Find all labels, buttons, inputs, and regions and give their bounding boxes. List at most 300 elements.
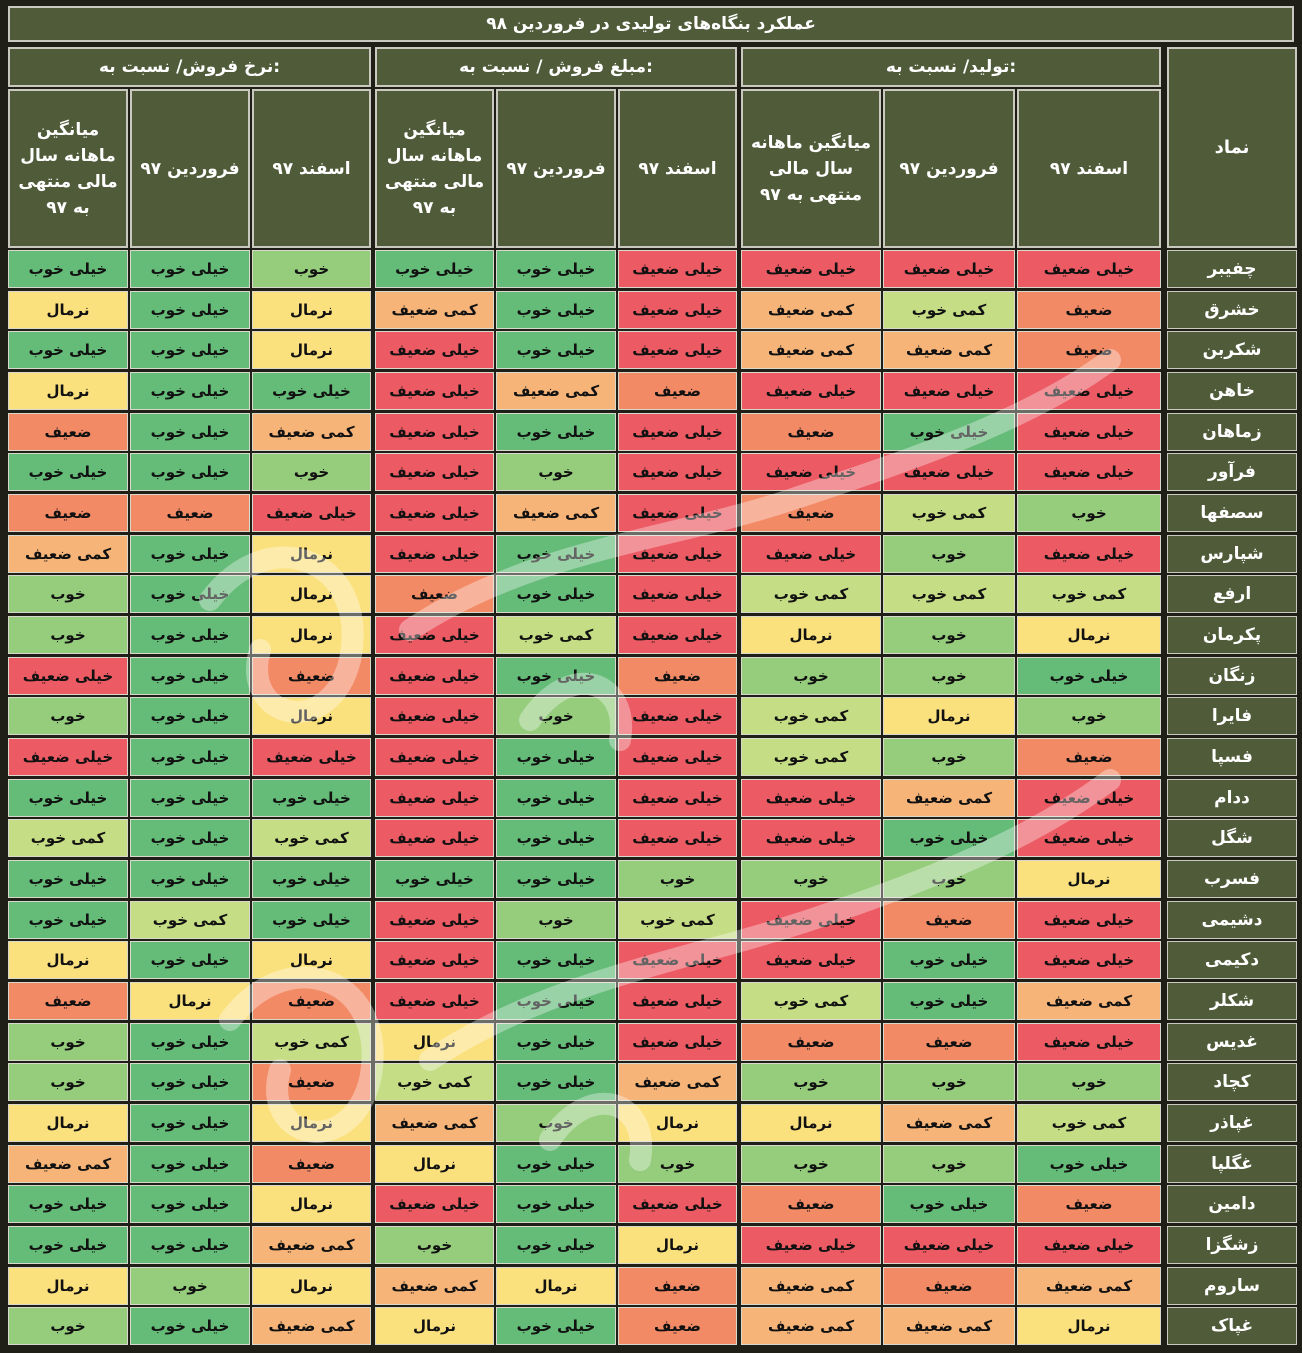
rating-cell-sales-amount-esfand: خوب xyxy=(618,860,737,898)
symbol-cell: زنگان xyxy=(1167,657,1297,695)
rating-cell-sales-amount-farvardin: خیلی خوب xyxy=(496,331,616,369)
symbol-cell: چفیبر xyxy=(1167,250,1297,288)
rating-cell-production-esfand: خیلی ضعیف xyxy=(1017,1226,1161,1264)
rating-cell-sales-amount-avg: خیلی ضعیف xyxy=(375,982,494,1020)
table-row xyxy=(0,1267,1302,1307)
rating-cell-sales-rate-farvardin: کمی خوب xyxy=(130,901,250,939)
rating-cell-sales-rate-avg: خوب xyxy=(8,1063,128,1101)
rating-cell-production-farvardin: خوب xyxy=(883,616,1015,654)
rating-cell-sales-rate-farvardin: ضعیف xyxy=(130,494,250,532)
rating-cell-production-avg: نرمال xyxy=(741,616,881,654)
rating-cell-sales-amount-esfand: خیلی ضعیف xyxy=(618,779,737,817)
symbol-cell: غپاذر xyxy=(1167,1104,1297,1142)
rating-cell-sales-amount-avg: کمی ضعیف xyxy=(375,1267,494,1305)
rating-cell-sales-rate-esfand: خوب xyxy=(252,453,371,491)
rating-cell-sales-rate-farvardin: خیلی خوب xyxy=(130,819,250,857)
rating-cell-sales-amount-avg: کمی ضعیف xyxy=(375,291,494,329)
rating-cell-production-esfand: کمی ضعیف xyxy=(1017,1267,1161,1305)
symbol-cell: پکرمان xyxy=(1167,616,1297,654)
rating-cell-sales-amount-avg: نرمال xyxy=(375,1145,494,1183)
symbol-cell: سصفها xyxy=(1167,494,1297,532)
table-row xyxy=(0,1307,1302,1347)
rating-cell-sales-rate-avg: خیلی ضعیف xyxy=(8,738,128,776)
symbol-cell: زشگزا xyxy=(1167,1226,1297,1264)
rating-cell-production-esfand: ضعیف xyxy=(1017,1185,1161,1223)
rating-cell-sales-amount-avg: ضعیف xyxy=(375,575,494,613)
rating-cell-sales-amount-esfand: خیلی ضعیف xyxy=(618,941,737,979)
rating-cell-production-avg: خوب xyxy=(741,657,881,695)
rating-cell-production-avg: خیلی ضعیف xyxy=(741,535,881,573)
rating-cell-sales-amount-farvardin: خیلی خوب xyxy=(496,819,616,857)
rating-cell-sales-amount-farvardin: خیلی خوب xyxy=(496,1063,616,1101)
rating-cell-sales-amount-esfand: خوب xyxy=(618,1145,737,1183)
rating-cell-sales-rate-esfand: نرمال xyxy=(252,1104,371,1142)
rating-cell-production-esfand: خیلی ضعیف xyxy=(1017,535,1161,573)
rating-cell-sales-amount-farvardin: خیلی خوب xyxy=(496,1145,616,1183)
rating-cell-sales-amount-avg: خیلی ضعیف xyxy=(375,819,494,857)
subheader-sales-amount-farvardin: فروردین ۹۷ xyxy=(496,89,616,248)
rating-cell-sales-amount-esfand: خیلی ضعیف xyxy=(618,413,737,451)
rating-cell-sales-amount-avg: خیلی ضعیف xyxy=(375,331,494,369)
rating-cell-production-avg: کمی ضعیف xyxy=(741,291,881,329)
rating-cell-sales-rate-farvardin: خیلی خوب xyxy=(130,657,250,695)
rating-cell-production-esfand: کمی ضعیف xyxy=(1017,982,1161,1020)
group-header-sales-rate: نرخ فروش/ نسبت به: xyxy=(8,47,371,87)
rating-cell-production-farvardin: نرمال xyxy=(883,697,1015,735)
symbol-cell: زماهان xyxy=(1167,413,1297,451)
symbol-cell: دامین xyxy=(1167,1185,1297,1223)
rating-cell-production-esfand: خوب xyxy=(1017,494,1161,532)
table-row xyxy=(0,1023,1302,1063)
table-row xyxy=(0,616,1302,656)
rating-cell-sales-amount-esfand: خیلی ضعیف xyxy=(618,819,737,857)
rating-cell-sales-amount-farvardin: خیلی خوب xyxy=(496,575,616,613)
table-row xyxy=(0,901,1302,941)
rating-cell-production-farvardin: کمی خوب xyxy=(883,575,1015,613)
table-row xyxy=(0,1104,1302,1144)
rating-cell-sales-amount-esfand: ضعیف xyxy=(618,657,737,695)
symbol-header: نماد xyxy=(1167,47,1297,248)
rating-cell-sales-amount-esfand: خیلی ضعیف xyxy=(618,738,737,776)
rating-cell-sales-amount-farvardin: خیلی خوب xyxy=(496,738,616,776)
symbol-cell: غگلپا xyxy=(1167,1145,1297,1183)
rating-cell-sales-rate-esfand: نرمال xyxy=(252,1185,371,1223)
rating-cell-sales-rate-avg: کمی ضعیف xyxy=(8,535,128,573)
rating-cell-sales-rate-farvardin: خیلی خوب xyxy=(130,1104,250,1142)
subheader-sales-amount-avg: میانگین ماهانه سال مالی منتهی به ۹۷ xyxy=(375,89,494,248)
rating-cell-production-farvardin: خیلی خوب xyxy=(883,941,1015,979)
rating-cell-sales-amount-avg: کمی خوب xyxy=(375,1063,494,1101)
rating-cell-sales-amount-farvardin: خیلی خوب xyxy=(496,1307,616,1345)
symbol-cell: ارفع xyxy=(1167,575,1297,613)
symbol-cell: ساروم xyxy=(1167,1267,1297,1305)
rating-cell-sales-amount-farvardin: خیلی خوب xyxy=(496,1185,616,1223)
table-row xyxy=(0,250,1302,290)
rating-cell-production-avg: خیلی ضعیف xyxy=(741,819,881,857)
rating-cell-sales-amount-farvardin: خوب xyxy=(496,453,616,491)
rating-cell-sales-rate-farvardin: خیلی خوب xyxy=(130,697,250,735)
rating-cell-production-esfand: کمی خوب xyxy=(1017,1104,1161,1142)
rating-cell-production-esfand: خیلی ضعیف xyxy=(1017,779,1161,817)
rating-cell-sales-amount-avg: خیلی ضعیف xyxy=(375,941,494,979)
rating-cell-sales-amount-esfand: ضعیف xyxy=(618,372,737,410)
rating-cell-sales-amount-avg: خوب xyxy=(375,1226,494,1264)
rating-cell-sales-rate-avg: خوب xyxy=(8,1307,128,1345)
rating-cell-production-esfand: ضعیف xyxy=(1017,738,1161,776)
rating-cell-production-avg: خوب xyxy=(741,1145,881,1183)
rating-cell-production-esfand: خیلی ضعیف xyxy=(1017,1023,1161,1061)
rating-cell-sales-rate-esfand: کمی ضعیف xyxy=(252,1226,371,1264)
table-row xyxy=(0,453,1302,493)
rating-cell-sales-rate-farvardin: خیلی خوب xyxy=(130,250,250,288)
rating-cell-sales-amount-esfand: خیلی ضعیف xyxy=(618,453,737,491)
group-header-production: تولید/ نسبت به: xyxy=(741,47,1161,87)
rating-cell-sales-amount-avg: خیلی ضعیف xyxy=(375,738,494,776)
rating-cell-production-esfand: ضعیف xyxy=(1017,331,1161,369)
table-row xyxy=(0,291,1302,331)
rating-cell-sales-rate-avg: خوب xyxy=(8,575,128,613)
subheader-sales-rate-avg: میانگین ماهانه سال مالی منتهی به ۹۷ xyxy=(8,89,128,248)
rating-cell-sales-rate-esfand: خیلی خوب xyxy=(252,860,371,898)
rating-cell-production-farvardin: خوب xyxy=(883,1063,1015,1101)
rating-cell-production-avg: کمی ضعیف xyxy=(741,331,881,369)
table-row xyxy=(0,941,1302,981)
subheader-production-esfand: اسفند ۹۷ xyxy=(1017,89,1161,248)
rating-cell-sales-amount-esfand: خیلی ضعیف xyxy=(618,291,737,329)
rating-cell-sales-rate-farvardin: خیلی خوب xyxy=(130,1145,250,1183)
rating-cell-production-avg: ضعیف xyxy=(741,1023,881,1061)
rating-cell-production-esfand: نرمال xyxy=(1017,616,1161,654)
rating-cell-sales-amount-farvardin: خیلی خوب xyxy=(496,657,616,695)
rating-cell-sales-rate-farvardin: خیلی خوب xyxy=(130,1226,250,1264)
rating-cell-sales-rate-esfand: خیلی خوب xyxy=(252,901,371,939)
rating-cell-sales-amount-avg: خیلی خوب xyxy=(375,860,494,898)
rating-cell-sales-rate-esfand: کمی خوب xyxy=(252,1023,371,1061)
subheader-production-farvardin: فروردین ۹۷ xyxy=(883,89,1015,248)
rating-cell-sales-rate-esfand: نرمال xyxy=(252,941,371,979)
rating-cell-production-avg: خیلی ضعیف xyxy=(741,250,881,288)
subheader-sales-amount-esfand: اسفند ۹۷ xyxy=(618,89,737,248)
rating-cell-sales-amount-avg: کمی ضعیف xyxy=(375,1104,494,1142)
rating-cell-sales-rate-avg: کمی خوب xyxy=(8,819,128,857)
symbol-cell: فسپا xyxy=(1167,738,1297,776)
rating-cell-production-farvardin: کمی ضعیف xyxy=(883,1104,1015,1142)
rating-cell-production-farvardin: خوب xyxy=(883,657,1015,695)
rating-cell-production-avg: خیلی ضعیف xyxy=(741,901,881,939)
rating-cell-production-farvardin: ضعیف xyxy=(883,1023,1015,1061)
rating-cell-sales-amount-avg: خیلی ضعیف xyxy=(375,657,494,695)
rating-cell-sales-rate-esfand: نرمال xyxy=(252,575,371,613)
rating-cell-sales-rate-avg: خیلی خوب xyxy=(8,250,128,288)
rating-cell-sales-amount-farvardin: خیلی خوب xyxy=(496,413,616,451)
table-title: عملکرد بنگاه‌های تولیدی در فروردین ۹۸ xyxy=(8,6,1294,42)
rating-cell-sales-amount-farvardin: خیلی خوب xyxy=(496,860,616,898)
rating-cell-production-avg: کمی خوب xyxy=(741,982,881,1020)
rating-cell-production-farvardin: کمی ضعیف xyxy=(883,1307,1015,1345)
symbol-cell: غپاک xyxy=(1167,1307,1297,1345)
rating-cell-production-avg: کمی خوب xyxy=(741,697,881,735)
rating-cell-production-esfand: ضعیف xyxy=(1017,291,1161,329)
rating-cell-production-esfand: خیلی ضعیف xyxy=(1017,372,1161,410)
rating-cell-sales-amount-avg: خیلی خوب xyxy=(375,250,494,288)
rating-cell-sales-rate-avg: نرمال xyxy=(8,1104,128,1142)
rating-cell-production-esfand: خیلی ضعیف xyxy=(1017,819,1161,857)
rating-cell-sales-rate-esfand: کمی ضعیف xyxy=(252,413,371,451)
rating-cell-sales-amount-esfand: خیلی ضعیف xyxy=(618,535,737,573)
rating-cell-sales-rate-avg: ضعیف xyxy=(8,413,128,451)
rating-cell-sales-amount-esfand: خیلی ضعیف xyxy=(618,697,737,735)
rating-cell-sales-rate-farvardin: خیلی خوب xyxy=(130,535,250,573)
rating-cell-sales-amount-esfand: کمی خوب xyxy=(618,901,737,939)
rating-cell-production-avg: ضعیف xyxy=(741,1185,881,1223)
rating-cell-sales-rate-farvardin: نرمال xyxy=(130,982,250,1020)
table-row xyxy=(0,819,1302,859)
symbol-cell: غدیس xyxy=(1167,1023,1297,1061)
rating-cell-sales-rate-avg: کمی ضعیف xyxy=(8,1145,128,1183)
table-row xyxy=(0,575,1302,615)
rating-cell-production-avg: خیلی ضعیف xyxy=(741,1226,881,1264)
rating-cell-sales-rate-esfand: نرمال xyxy=(252,291,371,329)
rating-cell-sales-amount-avg: خیلی ضعیف xyxy=(375,535,494,573)
table-row xyxy=(0,1185,1302,1225)
rating-cell-sales-amount-esfand: کمی ضعیف xyxy=(618,1063,737,1101)
rating-cell-sales-rate-farvardin: خیلی خوب xyxy=(130,291,250,329)
rating-cell-sales-rate-avg: خیلی ضعیف xyxy=(8,657,128,695)
table-row xyxy=(0,657,1302,697)
rating-cell-sales-amount-avg: خیلی ضعیف xyxy=(375,697,494,735)
rating-cell-production-esfand: خیلی ضعیف xyxy=(1017,901,1161,939)
table-row xyxy=(0,738,1302,778)
rating-cell-sales-rate-esfand: کمی خوب xyxy=(252,819,371,857)
rating-cell-sales-amount-farvardin: خوب xyxy=(496,697,616,735)
symbol-cell: شکلر xyxy=(1167,982,1297,1020)
rating-cell-sales-rate-farvardin: خیلی خوب xyxy=(130,1023,250,1061)
rating-cell-sales-amount-avg: خیلی ضعیف xyxy=(375,372,494,410)
rating-cell-sales-rate-farvardin: خیلی خوب xyxy=(130,779,250,817)
rating-cell-sales-rate-avg: نرمال xyxy=(8,291,128,329)
rating-cell-production-farvardin: خیلی خوب xyxy=(883,982,1015,1020)
rating-cell-sales-amount-farvardin: خیلی خوب xyxy=(496,535,616,573)
rating-cell-sales-rate-esfand: ضعیف xyxy=(252,1063,371,1101)
table-row xyxy=(0,697,1302,737)
rating-cell-sales-rate-esfand: نرمال xyxy=(252,535,371,573)
rating-cell-production-farvardin: خوب xyxy=(883,1145,1015,1183)
rating-cell-sales-rate-avg: خیلی خوب xyxy=(8,1185,128,1223)
rating-cell-sales-rate-esfand: خیلی خوب xyxy=(252,372,371,410)
rating-cell-sales-amount-farvardin: کمی ضعیف xyxy=(496,372,616,410)
rating-cell-sales-rate-avg: نرمال xyxy=(8,941,128,979)
rating-cell-sales-rate-esfand: نرمال xyxy=(252,616,371,654)
rating-cell-sales-rate-farvardin: خیلی خوب xyxy=(130,453,250,491)
rating-cell-sales-amount-avg: خیلی ضعیف xyxy=(375,779,494,817)
rating-cell-sales-rate-esfand: نرمال xyxy=(252,331,371,369)
rating-cell-sales-rate-esfand: خیلی خوب xyxy=(252,779,371,817)
rating-cell-sales-amount-farvardin: خیلی خوب xyxy=(496,291,616,329)
rating-cell-sales-amount-farvardin: خوب xyxy=(496,901,616,939)
symbol-cell: شکربن xyxy=(1167,331,1297,369)
rating-cell-sales-amount-esfand: خیلی ضعیف xyxy=(618,1185,737,1223)
rating-cell-production-esfand: خیلی ضعیف xyxy=(1017,250,1161,288)
symbol-cell: دشیمی xyxy=(1167,901,1297,939)
rating-cell-sales-amount-farvardin: خیلی خوب xyxy=(496,1023,616,1061)
rating-cell-sales-amount-farvardin: کمی خوب xyxy=(496,616,616,654)
rating-cell-production-avg: خیلی ضعیف xyxy=(741,453,881,491)
rating-cell-sales-rate-avg: خیلی خوب xyxy=(8,453,128,491)
rating-cell-production-farvardin: خیلی ضعیف xyxy=(883,1226,1015,1264)
rating-cell-sales-rate-farvardin: خیلی خوب xyxy=(130,941,250,979)
rating-cell-sales-rate-avg: خوب xyxy=(8,1023,128,1061)
symbol-cell: خشرق xyxy=(1167,291,1297,329)
table-row xyxy=(0,779,1302,819)
rating-cell-production-avg: خوب xyxy=(741,860,881,898)
rating-cell-sales-amount-avg: نرمال xyxy=(375,1307,494,1345)
rating-cell-sales-rate-esfand: ضعیف xyxy=(252,657,371,695)
rating-cell-production-avg: کمی خوب xyxy=(741,738,881,776)
rating-cell-production-avg: خیلی ضعیف xyxy=(741,941,881,979)
rating-cell-sales-amount-esfand: ضعیف xyxy=(618,1267,737,1305)
rating-cell-sales-rate-farvardin: خیلی خوب xyxy=(130,738,250,776)
rating-cell-production-avg: ضعیف xyxy=(741,413,881,451)
rating-cell-sales-rate-esfand: نرمال xyxy=(252,697,371,735)
table-row xyxy=(0,1226,1302,1266)
rating-cell-sales-amount-farvardin: خیلی خوب xyxy=(496,1226,616,1264)
rating-cell-sales-amount-farvardin: خیلی خوب xyxy=(496,982,616,1020)
rating-cell-production-farvardin: خوب xyxy=(883,535,1015,573)
rating-cell-sales-amount-avg: خیلی ضعیف xyxy=(375,1185,494,1223)
rating-cell-sales-amount-avg: خیلی ضعیف xyxy=(375,494,494,532)
rating-cell-sales-amount-esfand: نرمال xyxy=(618,1226,737,1264)
rating-cell-production-farvardin: خوب xyxy=(883,860,1015,898)
rating-cell-production-farvardin: کمی خوب xyxy=(883,494,1015,532)
rating-cell-production-farvardin: خیلی ضعیف xyxy=(883,250,1015,288)
rating-cell-sales-amount-esfand: خیلی ضعیف xyxy=(618,250,737,288)
rating-cell-sales-rate-farvardin: خوب xyxy=(130,1267,250,1305)
rating-cell-production-farvardin: خیلی خوب xyxy=(883,413,1015,451)
rating-cell-sales-rate-farvardin: خیلی خوب xyxy=(130,860,250,898)
symbol-cell: شگل xyxy=(1167,819,1297,857)
rating-cell-sales-rate-esfand: خیلی ضعیف xyxy=(252,494,371,532)
rating-cell-sales-rate-avg: ضعیف xyxy=(8,982,128,1020)
rating-cell-sales-amount-esfand: خیلی ضعیف xyxy=(618,1023,737,1061)
rating-cell-production-avg: کمی ضعیف xyxy=(741,1267,881,1305)
rating-cell-sales-rate-farvardin: خیلی خوب xyxy=(130,331,250,369)
rating-cell-production-farvardin: خیلی ضعیف xyxy=(883,453,1015,491)
rating-cell-sales-amount-farvardin: خیلی خوب xyxy=(496,941,616,979)
rating-cell-sales-amount-esfand: خیلی ضعیف xyxy=(618,982,737,1020)
rating-cell-production-avg: کمی خوب xyxy=(741,575,881,613)
symbol-cell: دکیمی xyxy=(1167,941,1297,979)
rating-cell-sales-rate-avg: نرمال xyxy=(8,372,128,410)
table-row xyxy=(0,1145,1302,1185)
rating-cell-sales-rate-avg: خیلی خوب xyxy=(8,1226,128,1264)
rating-cell-sales-rate-avg: خیلی خوب xyxy=(8,901,128,939)
rating-cell-production-avg: خوب xyxy=(741,1063,881,1101)
rating-cell-sales-amount-farvardin: خوب xyxy=(496,1104,616,1142)
rating-cell-production-esfand: نرمال xyxy=(1017,860,1161,898)
rating-cell-sales-rate-avg: خیلی خوب xyxy=(8,331,128,369)
rating-cell-production-esfand: نرمال xyxy=(1017,1307,1161,1345)
rating-cell-sales-rate-esfand: خیلی ضعیف xyxy=(252,738,371,776)
table-row xyxy=(0,860,1302,900)
rating-cell-production-farvardin: کمی خوب xyxy=(883,291,1015,329)
rating-cell-production-farvardin: خیلی ضعیف xyxy=(883,372,1015,410)
table-row xyxy=(0,413,1302,453)
rating-cell-production-esfand: خوب xyxy=(1017,1063,1161,1101)
rating-cell-sales-rate-esfand: ضعیف xyxy=(252,1145,371,1183)
rating-cell-production-farvardin: کمی ضعیف xyxy=(883,779,1015,817)
group-header-sales-amount: مبلغ فروش / نسبت به: xyxy=(375,47,737,87)
rating-cell-sales-rate-farvardin: خیلی خوب xyxy=(130,413,250,451)
rating-cell-production-avg: نرمال xyxy=(741,1104,881,1142)
rating-cell-production-esfand: کمی خوب xyxy=(1017,575,1161,613)
rating-cell-sales-rate-avg: ضعیف xyxy=(8,494,128,532)
subheader-production-avg: میانگین ماهانه سال مالی منتهی به ۹۷ xyxy=(741,89,881,248)
rating-cell-sales-rate-farvardin: خیلی خوب xyxy=(130,1063,250,1101)
rating-cell-sales-amount-avg: خیلی ضعیف xyxy=(375,413,494,451)
rating-cell-production-avg: خیلی ضعیف xyxy=(741,372,881,410)
rating-cell-sales-amount-farvardin: خیلی خوب xyxy=(496,250,616,288)
rating-cell-production-farvardin: ضعیف xyxy=(883,1267,1015,1305)
rating-cell-production-esfand: خوب xyxy=(1017,697,1161,735)
table-row xyxy=(0,535,1302,575)
rating-cell-sales-rate-avg: خوب xyxy=(8,616,128,654)
rating-cell-sales-rate-avg: خیلی خوب xyxy=(8,779,128,817)
table-row xyxy=(0,331,1302,371)
rating-cell-sales-rate-avg: نرمال xyxy=(8,1267,128,1305)
rating-cell-production-avg: کمی ضعیف xyxy=(741,1307,881,1345)
rating-cell-production-avg: ضعیف xyxy=(741,494,881,532)
rating-cell-sales-rate-esfand: خوب xyxy=(252,250,371,288)
rating-cell-sales-rate-farvardin: خیلی خوب xyxy=(130,1185,250,1223)
rating-cell-production-esfand: خیلی ضعیف xyxy=(1017,453,1161,491)
rating-cell-sales-amount-farvardin: نرمال xyxy=(496,1267,616,1305)
rating-cell-sales-amount-esfand: خیلی ضعیف xyxy=(618,616,737,654)
rating-cell-sales-rate-farvardin: خیلی خوب xyxy=(130,1307,250,1345)
rating-cell-production-avg: خیلی ضعیف xyxy=(741,779,881,817)
rating-cell-production-farvardin: ضعیف xyxy=(883,901,1015,939)
rating-cell-production-farvardin: خیلی خوب xyxy=(883,1185,1015,1223)
rating-cell-sales-rate-farvardin: خیلی خوب xyxy=(130,372,250,410)
symbol-cell: ددام xyxy=(1167,779,1297,817)
table-row xyxy=(0,494,1302,534)
rating-cell-sales-rate-farvardin: خیلی خوب xyxy=(130,575,250,613)
rating-cell-sales-amount-avg: خیلی ضعیف xyxy=(375,901,494,939)
rating-cell-sales-rate-esfand: ضعیف xyxy=(252,982,371,1020)
rating-cell-sales-rate-esfand: نرمال xyxy=(252,1267,371,1305)
rating-cell-sales-amount-esfand: خیلی ضعیف xyxy=(618,575,737,613)
rating-cell-production-farvardin: خیلی خوب xyxy=(883,819,1015,857)
symbol-cell: فسرب xyxy=(1167,860,1297,898)
rating-cell-sales-amount-esfand: خیلی ضعیف xyxy=(618,494,737,532)
table-row xyxy=(0,1063,1302,1103)
rating-cell-production-esfand: خیلی ضعیف xyxy=(1017,941,1161,979)
rating-cell-production-esfand: خیلی خوب xyxy=(1017,657,1161,695)
rating-cell-sales-amount-esfand: خیلی ضعیف xyxy=(618,331,737,369)
rating-cell-sales-amount-esfand: نرمال xyxy=(618,1104,737,1142)
symbol-cell: فرآور xyxy=(1167,453,1297,491)
rating-cell-production-esfand: خیلی خوب xyxy=(1017,1145,1161,1183)
rating-cell-sales-rate-avg: خیلی خوب xyxy=(8,860,128,898)
rating-cell-sales-amount-farvardin: کمی ضعیف xyxy=(496,494,616,532)
subheader-sales-rate-farvardin: فروردین ۹۷ xyxy=(130,89,250,248)
rating-cell-production-esfand: خیلی ضعیف xyxy=(1017,413,1161,451)
rating-cell-sales-rate-esfand: کمی ضعیف xyxy=(252,1307,371,1345)
table-row xyxy=(0,982,1302,1022)
rating-cell-sales-amount-avg: خیلی ضعیف xyxy=(375,453,494,491)
symbol-cell: فایرا xyxy=(1167,697,1297,735)
rating-cell-sales-amount-avg: خیلی ضعیف xyxy=(375,616,494,654)
rating-cell-production-farvardin: کمی ضعیف xyxy=(883,331,1015,369)
